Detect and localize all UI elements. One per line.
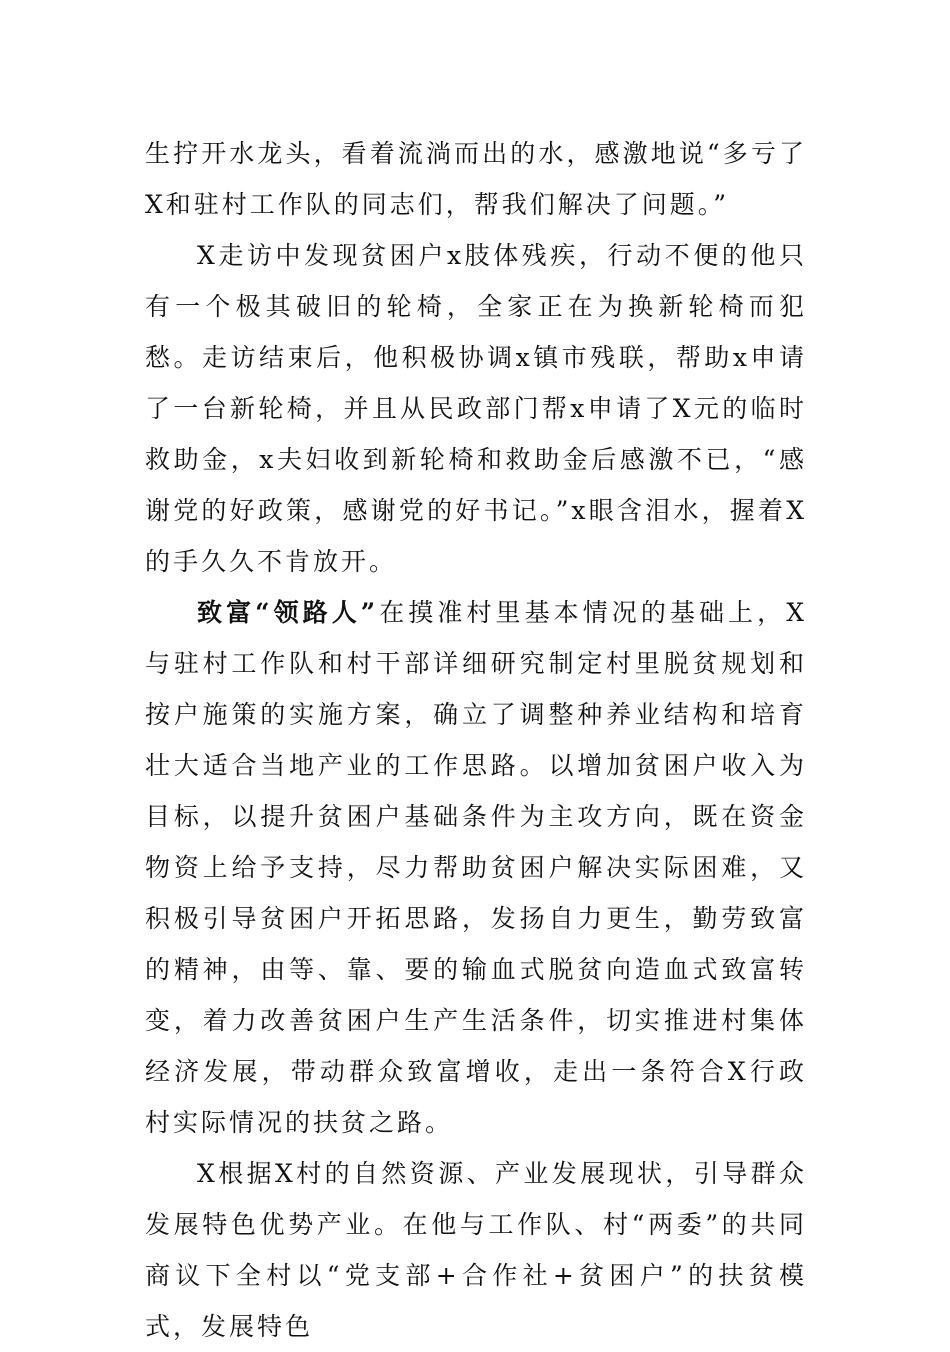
- paragraph-2: [145, 230, 807, 587]
- paragraph-4-text: X根据X村的自然资源、产业发展现状，引导群众发展特色优势产业。在他与工作队、村“两委”的共同商议下全村以“党支部+合作社+贫困户”的扶贫模式，发展特色: [145, 1159, 807, 1341]
- paragraph-2-text: X走访中发现贫困户x肢体残疾，行动不便的他只有一个极其破旧的轮椅，全家正在为换新轮椅而犯愁。走访结束后，他积极协调x镇市残联，帮助x申请了一台新轮椅，并且从民政部门帮x申请了X元的临时救助金，x夫妇收到新轮椅和救助金后感激不已，“感谢党的好政策，感谢党的好书记。”x眼含泪水，握着X的手久久不肯放开。: [145, 241, 807, 576]
- paragraph-1-text: 生拧开水龙头，看着流淌而出的水，感激地说“多亏了X和驻村工作队的同志们，帮我们解决了问题。”: [145, 139, 807, 219]
- paragraph-3-text: 在摸准村里基本情况的基础上，X与驻村工作队和村干部详细研究制定村里脱贫规划和按户施策的实施方案，确立了调整种养业结构和培育壮大适合当地产业的工作思路。以增加贫困户收入为目标，以提升贫困户基础条件为主攻方向，既在资金物资上给予支持，尽力帮助贫困户解决实际困难，又积极引导贫困户开拓思路，发扬自力更生，勤劳致富的精神，由等、靠、要的输血式脱贫向造血式致富转变，着力改善贫困户生产生活条件，切实推进村集体经济发展，带动群众致富增收，走出一条符合X行政村实际情况的扶贫之路。: [145, 598, 807, 1137]
- paragraph-3-heading: 致富“领路人”: [197, 598, 379, 627]
- document-body: [145, 128, 807, 1352]
- paragraph-3: [145, 587, 807, 1148]
- paragraph-4: [145, 1148, 807, 1352]
- paragraph-1: [145, 128, 807, 230]
